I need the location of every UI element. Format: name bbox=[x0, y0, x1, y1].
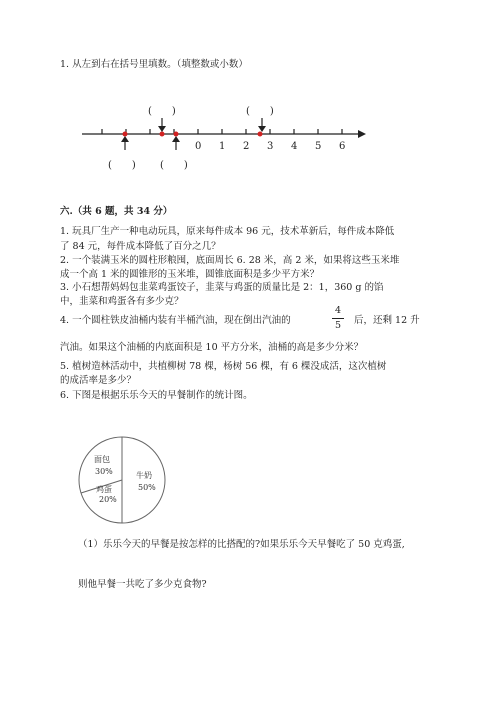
pie-chart bbox=[60, 420, 180, 540]
red-point-4 bbox=[258, 132, 263, 137]
bottom-bracket-2: ( ) bbox=[160, 160, 188, 171]
problem-3-line-1: 3. 小石想帮妈妈包韭菜鸡蛋饺子，韭菜与鸡蛋的质量比是 2：1，360 g 的馅 bbox=[60, 282, 384, 293]
top-bracket-1: ( ) bbox=[148, 106, 176, 117]
number-line-tick-label: 2 bbox=[243, 141, 250, 152]
pie-label-egg-pct: 20% bbox=[99, 495, 117, 504]
fraction-numerator: 4 bbox=[334, 305, 342, 316]
arrow-up-1 bbox=[121, 136, 129, 150]
section-heading: 六.（共 6 题，共 34 分） bbox=[60, 206, 173, 217]
number-line-tick-label: 3 bbox=[267, 141, 274, 152]
q1-prompt: 1. 从左到右在括号里填数。（填整数或小数） bbox=[60, 59, 248, 70]
red-point-3 bbox=[174, 132, 179, 137]
arrow-up-2 bbox=[172, 136, 180, 150]
pie-label-bread-name: 面包 bbox=[94, 455, 110, 464]
problem-4-line-1-b: 后，还剩 12 升 bbox=[354, 315, 420, 326]
problem-1-line-1: 1. 玩具厂生产一种电动玩具，原来每件成本 96 元，技术革新后，每件成本降低 bbox=[60, 226, 395, 237]
problem-2-line-2: 成一个高 1 米的圆锥形的玉米堆，圆锥底面积是多少平方米？ bbox=[60, 269, 320, 280]
problem-4-line-2: 汽油。如果这个油桶的内底面积是 10 平方分米，油桶的高是多少分米？ bbox=[60, 342, 364, 353]
problem-5-line-1: 5. 植树造林活动中，共植柳树 78 棵，杨树 56 棵，有 6 棵没成活，这次植树 bbox=[60, 361, 387, 372]
bottom-bracket-1: ( ) bbox=[108, 160, 136, 171]
number-line-tick-label: 1 bbox=[219, 141, 226, 152]
number-line-tick-label: 5 bbox=[315, 141, 322, 152]
number-line-arrowhead bbox=[358, 130, 366, 138]
fraction-denominator: 5 bbox=[334, 320, 342, 331]
problem-5-line-2: 的成活率是多少？ bbox=[60, 375, 137, 386]
top-bracket-2: ( ) bbox=[246, 106, 274, 117]
arrow-down-2 bbox=[258, 118, 266, 132]
sub-question-line-1: （1）乐乐今天的早餐是按怎样的比搭配的?如果乐乐今天早餐吃了 50 克鸡蛋, bbox=[78, 539, 405, 550]
pie-label-milk-pct: 50% bbox=[138, 483, 156, 492]
problem-6-line-1: 6. 下图是根据乐乐今天的早餐制作的统计图。 bbox=[60, 390, 253, 401]
pie-label-bread-pct: 30% bbox=[95, 467, 113, 476]
problem-3-line-2: 中，韭菜和鸡蛋各有多少克？ bbox=[60, 296, 184, 307]
problem-2-line-1: 2. 一个装满玉米的圆柱形粮囤，底面周长 6. 28 米，高 2 米，如果将这些玉米堆 bbox=[60, 255, 400, 266]
pie-label-egg-name: 鸡蛋 bbox=[96, 485, 112, 494]
number-line-tick-label: 0 bbox=[195, 141, 202, 152]
fraction-bar bbox=[332, 318, 344, 319]
number-line-tick-label: 4 bbox=[291, 141, 298, 152]
fraction-four-fifths bbox=[331, 305, 345, 332]
number-line-tick-label: 6 bbox=[339, 141, 346, 152]
arrow-down-1 bbox=[158, 118, 166, 132]
red-point-2 bbox=[160, 132, 165, 137]
pie-label-milk-name: 牛奶 bbox=[136, 471, 152, 480]
problem-4-line-1-a: 4. 一个圆柱铁皮油桶内装有半桶汽油，现在倒出汽油的 bbox=[60, 315, 291, 326]
red-point-1 bbox=[123, 132, 128, 137]
problem-1-line-2: 了 84 元，每件成本降低了百分之几？ bbox=[60, 241, 221, 252]
sub-question-line-2: 则他早餐一共吃了多少克食物? bbox=[78, 579, 207, 590]
number-line-figure bbox=[0, 98, 500, 178]
